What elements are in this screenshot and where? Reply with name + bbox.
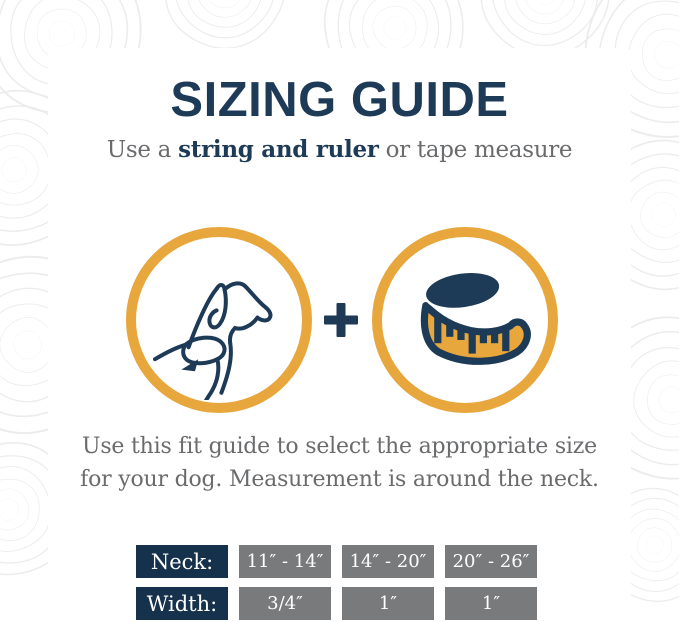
page-title: SIZING GUIDE [170,73,509,127]
dog-neck-measure-badge [126,227,312,413]
subtitle-suffix: or tape measure [378,137,573,163]
subtitle-prefix: Use a [106,137,179,163]
plus-icon [321,300,361,340]
neck-row-label: Neck: [136,545,228,578]
width-row-label: Width: [136,587,228,620]
subtitle [48,136,631,163]
width-size-small: 3/4″ [239,587,331,620]
tape-measure-icon [385,240,545,400]
neck-size-large: 20″ - 26″ [445,545,537,578]
plus-glyph [321,300,361,340]
fit-guide-description [48,430,631,496]
width-size-large: 1″ [445,587,537,620]
neck-size-medium: 14″ - 20″ [342,545,434,578]
content-card [48,48,631,622]
dog-head-with-string-icon [139,240,299,400]
neck-size-small: 11″ - 14″ [239,545,331,578]
description-line-1: Use this fit guide to select the appropriate size [82,434,597,459]
width-size-medium: 1″ [342,587,434,620]
size-table [136,545,537,620]
subtitle-emphasis: string and ruler [178,136,379,163]
tape-measure-badge [372,227,558,413]
description-line-2: for your dog. Measurement is around the neck. [80,467,599,492]
